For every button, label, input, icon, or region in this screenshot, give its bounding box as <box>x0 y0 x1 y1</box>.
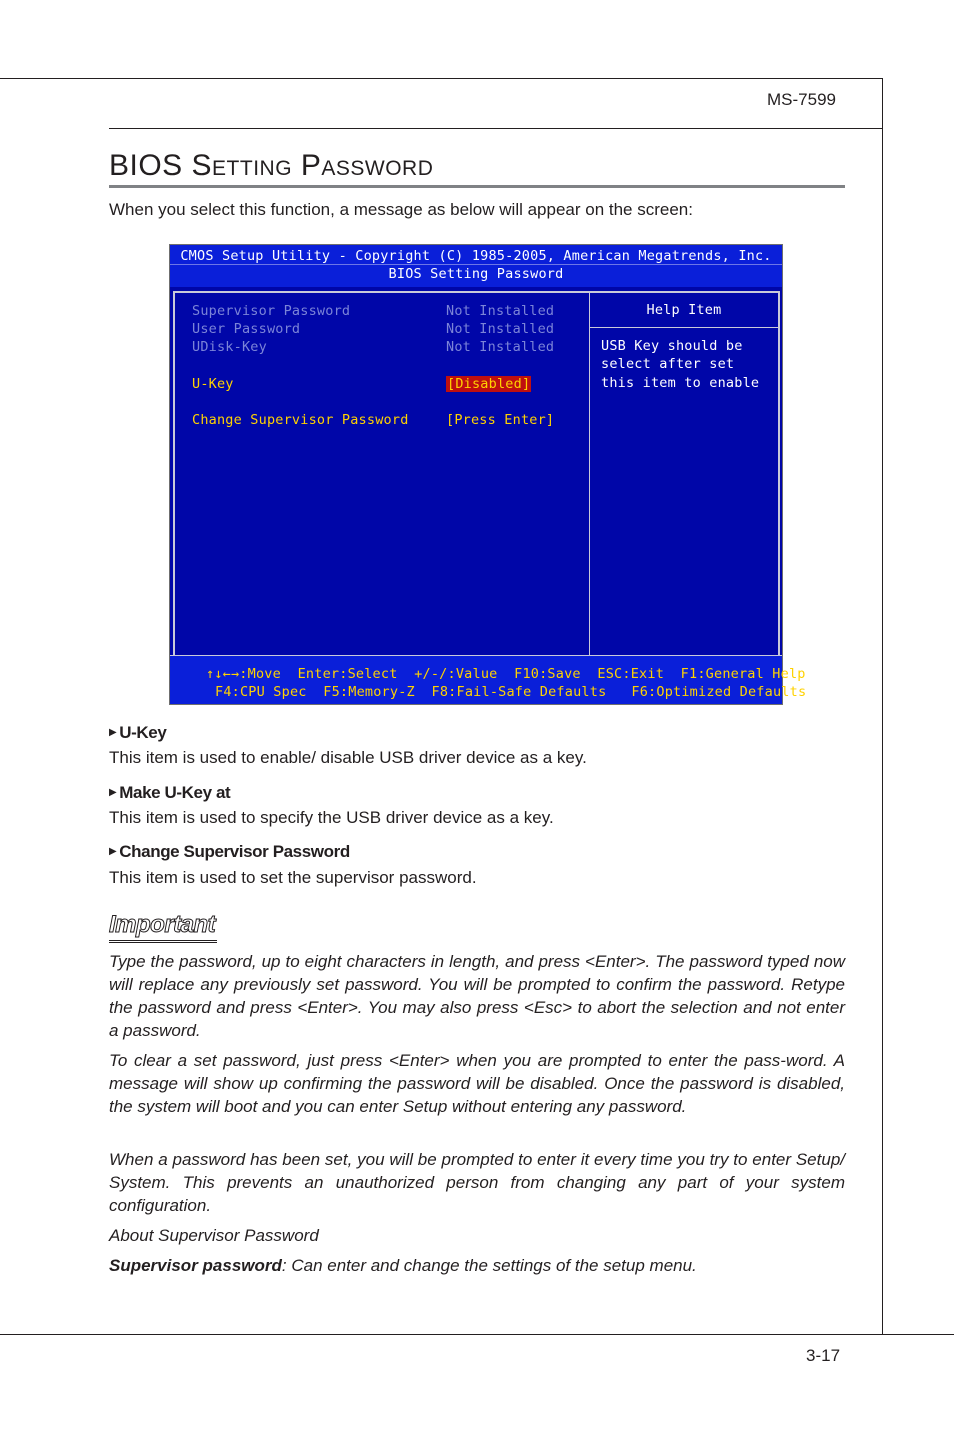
help-line: USB Key should be <box>601 338 743 354</box>
section-title: BIOS Setting Password <box>109 149 845 188</box>
bios-header-divider <box>170 264 782 265</box>
bios-row-label: Supervisor Password <box>192 303 351 319</box>
page-number: 3-17 <box>806 1346 841 1365</box>
item-heading-label: Make U-Key at <box>119 783 231 802</box>
item-heading-make-u-key <box>109 783 230 803</box>
important-heading: Important <box>109 910 217 943</box>
bios-panel <box>173 291 780 658</box>
help-title: Help Item <box>590 293 778 328</box>
header-sub-rule <box>109 128 883 129</box>
important-paragraph: Type the password, up to eight characters in length, and press <Enter>. The password typed now will replace any previously set password. You will be prompted to confirm the password. Retype the password and press <Enter>. You may also press <Esc> to abort the selection and not enter a password. <box>109 952 845 1040</box>
bullet-triangle-icon: ▶ <box>109 727 117 738</box>
item-heading-label: Change Supervisor Password <box>119 842 350 861</box>
bios-row-label: UDisk-Key <box>192 339 267 355</box>
bios-row-supervisor-password <box>192 303 589 321</box>
u-key-selected-value[interactable]: [Disabled] <box>447 376 531 392</box>
bios-settings-list <box>175 293 590 656</box>
help-text <box>601 337 759 392</box>
bios-row-user-password <box>192 321 589 339</box>
bios-header-copyright: CMOS Setup Utility - Copyright (C) 1985-2005, American Megatrends, Inc. <box>180 248 772 264</box>
item-description: This item is used to enable/ disable USB driver device as a key. <box>109 748 587 767</box>
bios-help-panel <box>590 293 778 656</box>
bios-row-value: Not Installed <box>446 303 555 319</box>
bios-row-value[interactable]: [Press Enter] <box>446 412 555 428</box>
bios-row-u-key[interactable] <box>192 376 589 394</box>
bios-row-value: Not Installed <box>446 339 555 355</box>
item-description: This item is used to specify the USB driver device as a key. <box>109 808 554 827</box>
bios-row-udisk-key <box>192 339 589 357</box>
intro-text: When you select this function, a message as below will appear on the screen: <box>109 200 693 219</box>
bullet-triangle-icon: ▶ <box>109 787 117 798</box>
supervisor-description: : Can enter and change the settings of the setup menu. <box>281 1256 697 1275</box>
bios-row-change-supervisor-password[interactable] <box>192 412 589 430</box>
bullet-triangle-icon: ▶ <box>109 846 117 857</box>
important-paragraph: To clear a set password, just press <Enter> when you are prompted to enter the pass-word. A message will show up confirming the password will be disabled. Once the password is disabled, the system will boot and you can enter Setup without entering any password. <box>109 1051 845 1116</box>
bios-header-title: BIOS Setting Password <box>388 266 564 282</box>
item-heading-label: U-Key <box>119 723 167 742</box>
about-supervisor-heading: About Supervisor Password <box>109 1226 319 1245</box>
important-paragraph: When a password has been set, you will be prompted to enter it every time you try to enter Setup/ System. This prevents an unauthorized person from changing any part of your system configuration. <box>109 1150 845 1215</box>
bios-row-label: Change Supervisor Password <box>192 412 409 428</box>
item-heading-change-supervisor-password <box>109 842 350 862</box>
bios-row-value: Not Installed <box>446 321 555 337</box>
footer-rule <box>0 1334 954 1335</box>
bios-header <box>170 245 782 287</box>
help-line: this item to enable <box>601 374 760 391</box>
header-rule <box>0 78 882 79</box>
item-heading-u-key <box>109 723 166 743</box>
right-margin-rule <box>882 78 883 1335</box>
bios-screen <box>169 244 807 705</box>
item-description: This item is used to set the supervisor password. <box>109 868 477 887</box>
supervisor-term: Supervisor password <box>109 1256 282 1275</box>
help-line: select after set <box>601 356 735 373</box>
bios-row-label: User Password <box>192 321 301 337</box>
bios-key-legend-line2: F4:CPU Spec F5:Memory-Z F8:Fail-Safe Defaults F6:Optimized Defaults <box>215 684 807 700</box>
bios-key-legend-line1: ↑↓←→:Move Enter:Select +/-/:Value F10:Save ESC:Exit F1:General Help <box>206 666 806 682</box>
model-number: MS-7599 <box>767 90 836 109</box>
bios-row-label: U-Key <box>192 376 234 392</box>
bios-key-legend <box>170 655 807 704</box>
supervisor-definition <box>109 1254 845 1277</box>
